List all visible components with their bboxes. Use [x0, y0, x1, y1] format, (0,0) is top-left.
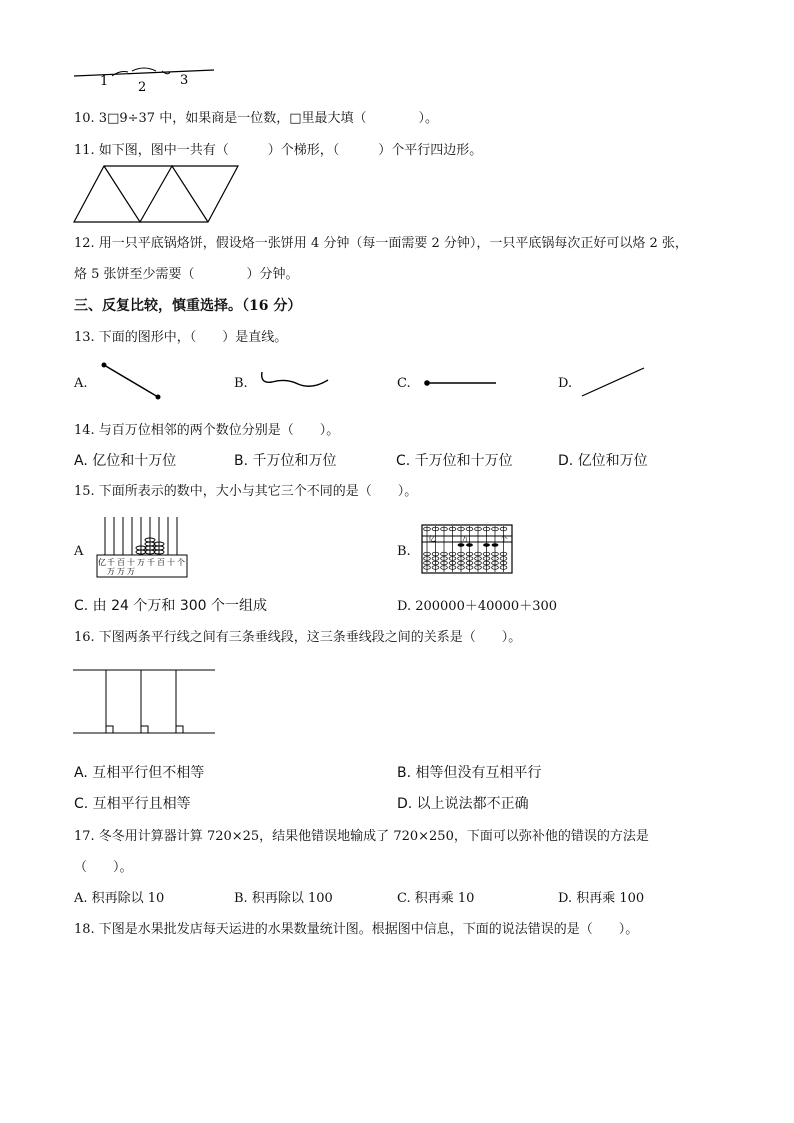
- q17-option-b[interactable]: B. 积再除以 100: [234, 891, 333, 906]
- q13-option-c[interactable]: C.: [397, 376, 411, 391]
- abacus-a-label-1: 千: [107, 558, 115, 567]
- q16-option-d[interactable]: D. 以上说法都不正确: [397, 796, 529, 812]
- abacus-a-figure: [96, 515, 192, 579]
- question-12-line1: 12. 用一只平底锅烙饼，假设烙一张饼用 4 分钟（每一面需要 2 分钟），一只平底锅每次正好可以烙 2 张，: [74, 236, 688, 251]
- abacus-a-sub-0: 万: [107, 567, 115, 576]
- angle-label-2: 2: [138, 80, 147, 95]
- q14-option-a[interactable]: A. 亿位和十万位: [74, 453, 177, 469]
- parallel-lines-figure: [72, 664, 218, 736]
- q15-option-a[interactable]: A: [74, 544, 84, 559]
- question-12-line2: 烙 5 张饼至少需要（ ）分钟。: [74, 267, 299, 282]
- abacus-b-active-bead: [458, 543, 465, 547]
- question-15: 15. 下面所表示的数中，大小与其它三个不同的是（ ）。: [74, 484, 418, 499]
- q13-segment-figure: [100, 362, 162, 402]
- abacus-a-label-7: 十: [167, 558, 175, 567]
- q17-option-a[interactable]: A. 积再除以 10: [74, 891, 165, 906]
- abacus-a-label-8: 个: [177, 558, 185, 567]
- angle-label-3: 3: [180, 73, 189, 88]
- q13-line-figure: [580, 366, 646, 398]
- question-18: 18. 下图是水果批发店每天运进的水果数量统计图。根据图中信息，下面的说法错误的是（ ）。: [74, 922, 639, 937]
- abacus-b-label-yi: 亿: [428, 535, 436, 543]
- angle-label-1: 1: [100, 74, 109, 89]
- q15-option-d[interactable]: D. 200000＋40000＋300: [397, 599, 558, 614]
- question-16: 16. 下图两条平行线之间有三条垂线段，这三条垂线段之间的关系是（ ）。: [74, 630, 522, 645]
- abacus-b-active-bead: [483, 543, 490, 547]
- q13-option-a[interactable]: A.: [74, 376, 88, 391]
- abacus-a-label-6: 百: [157, 558, 165, 567]
- q14-option-d[interactable]: D. 亿位和万位: [558, 453, 648, 469]
- question-14: 14. 与百万位相邻的两个数位分别是（ ）。: [74, 423, 340, 438]
- q16-option-b[interactable]: B. 相等但没有互相平行: [397, 765, 542, 781]
- trapezoid-figure: [72, 164, 242, 226]
- section-3-heading: 三、反复比较，慎重选择。（16 分）: [74, 298, 302, 314]
- abacus-b-active-bead: [492, 543, 499, 547]
- abacus-a-label-3: 十: [127, 558, 135, 567]
- q15-option-b[interactable]: B.: [397, 544, 411, 559]
- abacus-a-label-2: 百: [117, 558, 125, 567]
- abacus-b-figure: [421, 524, 513, 574]
- q16-option-a[interactable]: A. 互相平行但不相等: [74, 765, 205, 781]
- abacus-b-label-wan: 万: [461, 535, 469, 543]
- abacus-a-label-5: 千: [147, 558, 155, 567]
- q14-option-c[interactable]: C. 千万位和十万位: [396, 453, 513, 469]
- abacus-a-sub-1: 万: [117, 567, 125, 576]
- q14-option-b[interactable]: B. 千万位和万位: [234, 453, 337, 469]
- q15-option-c[interactable]: C. 由 24 个万和 300 个一组成: [74, 598, 268, 614]
- abacus-b-active-bead: [466, 543, 473, 547]
- q13-option-b[interactable]: B.: [234, 376, 248, 391]
- q13-curve-figure: [258, 368, 332, 392]
- question-11: 11. 如下图，图中一共有（ ）个梯形，（ ）个平行四边形。: [74, 143, 483, 158]
- q17-option-d[interactable]: D. 积再乘 100: [558, 891, 645, 906]
- abacus-a-label-4: 万: [137, 558, 145, 567]
- q16-option-c[interactable]: C. 互相平行且相等: [74, 796, 191, 812]
- question-17-line2: （ ）。: [74, 860, 133, 875]
- question-10: 10. 3□9÷37 中，如果商是一位数，□里最大填（ ）。: [74, 111, 438, 126]
- question-17-line1: 17. 冬冬用计算器计算 720×25，结果他错误地输成了 720×250，下面可以弥补他的错误的方法是: [74, 829, 649, 844]
- q17-option-c[interactable]: C. 积再乘 10: [397, 891, 475, 906]
- abacus-a-sub-2: 万: [127, 567, 135, 576]
- abacus-b-label-ge: 个: [500, 535, 508, 543]
- q13-ray-figure: [422, 378, 498, 388]
- q13-option-d[interactable]: D.: [558, 376, 573, 391]
- question-13: 13. 下面的图形中，（ ）是直线。: [74, 330, 288, 345]
- angle-figure: [72, 62, 217, 95]
- abacus-a-label-0: 亿: [98, 558, 106, 567]
